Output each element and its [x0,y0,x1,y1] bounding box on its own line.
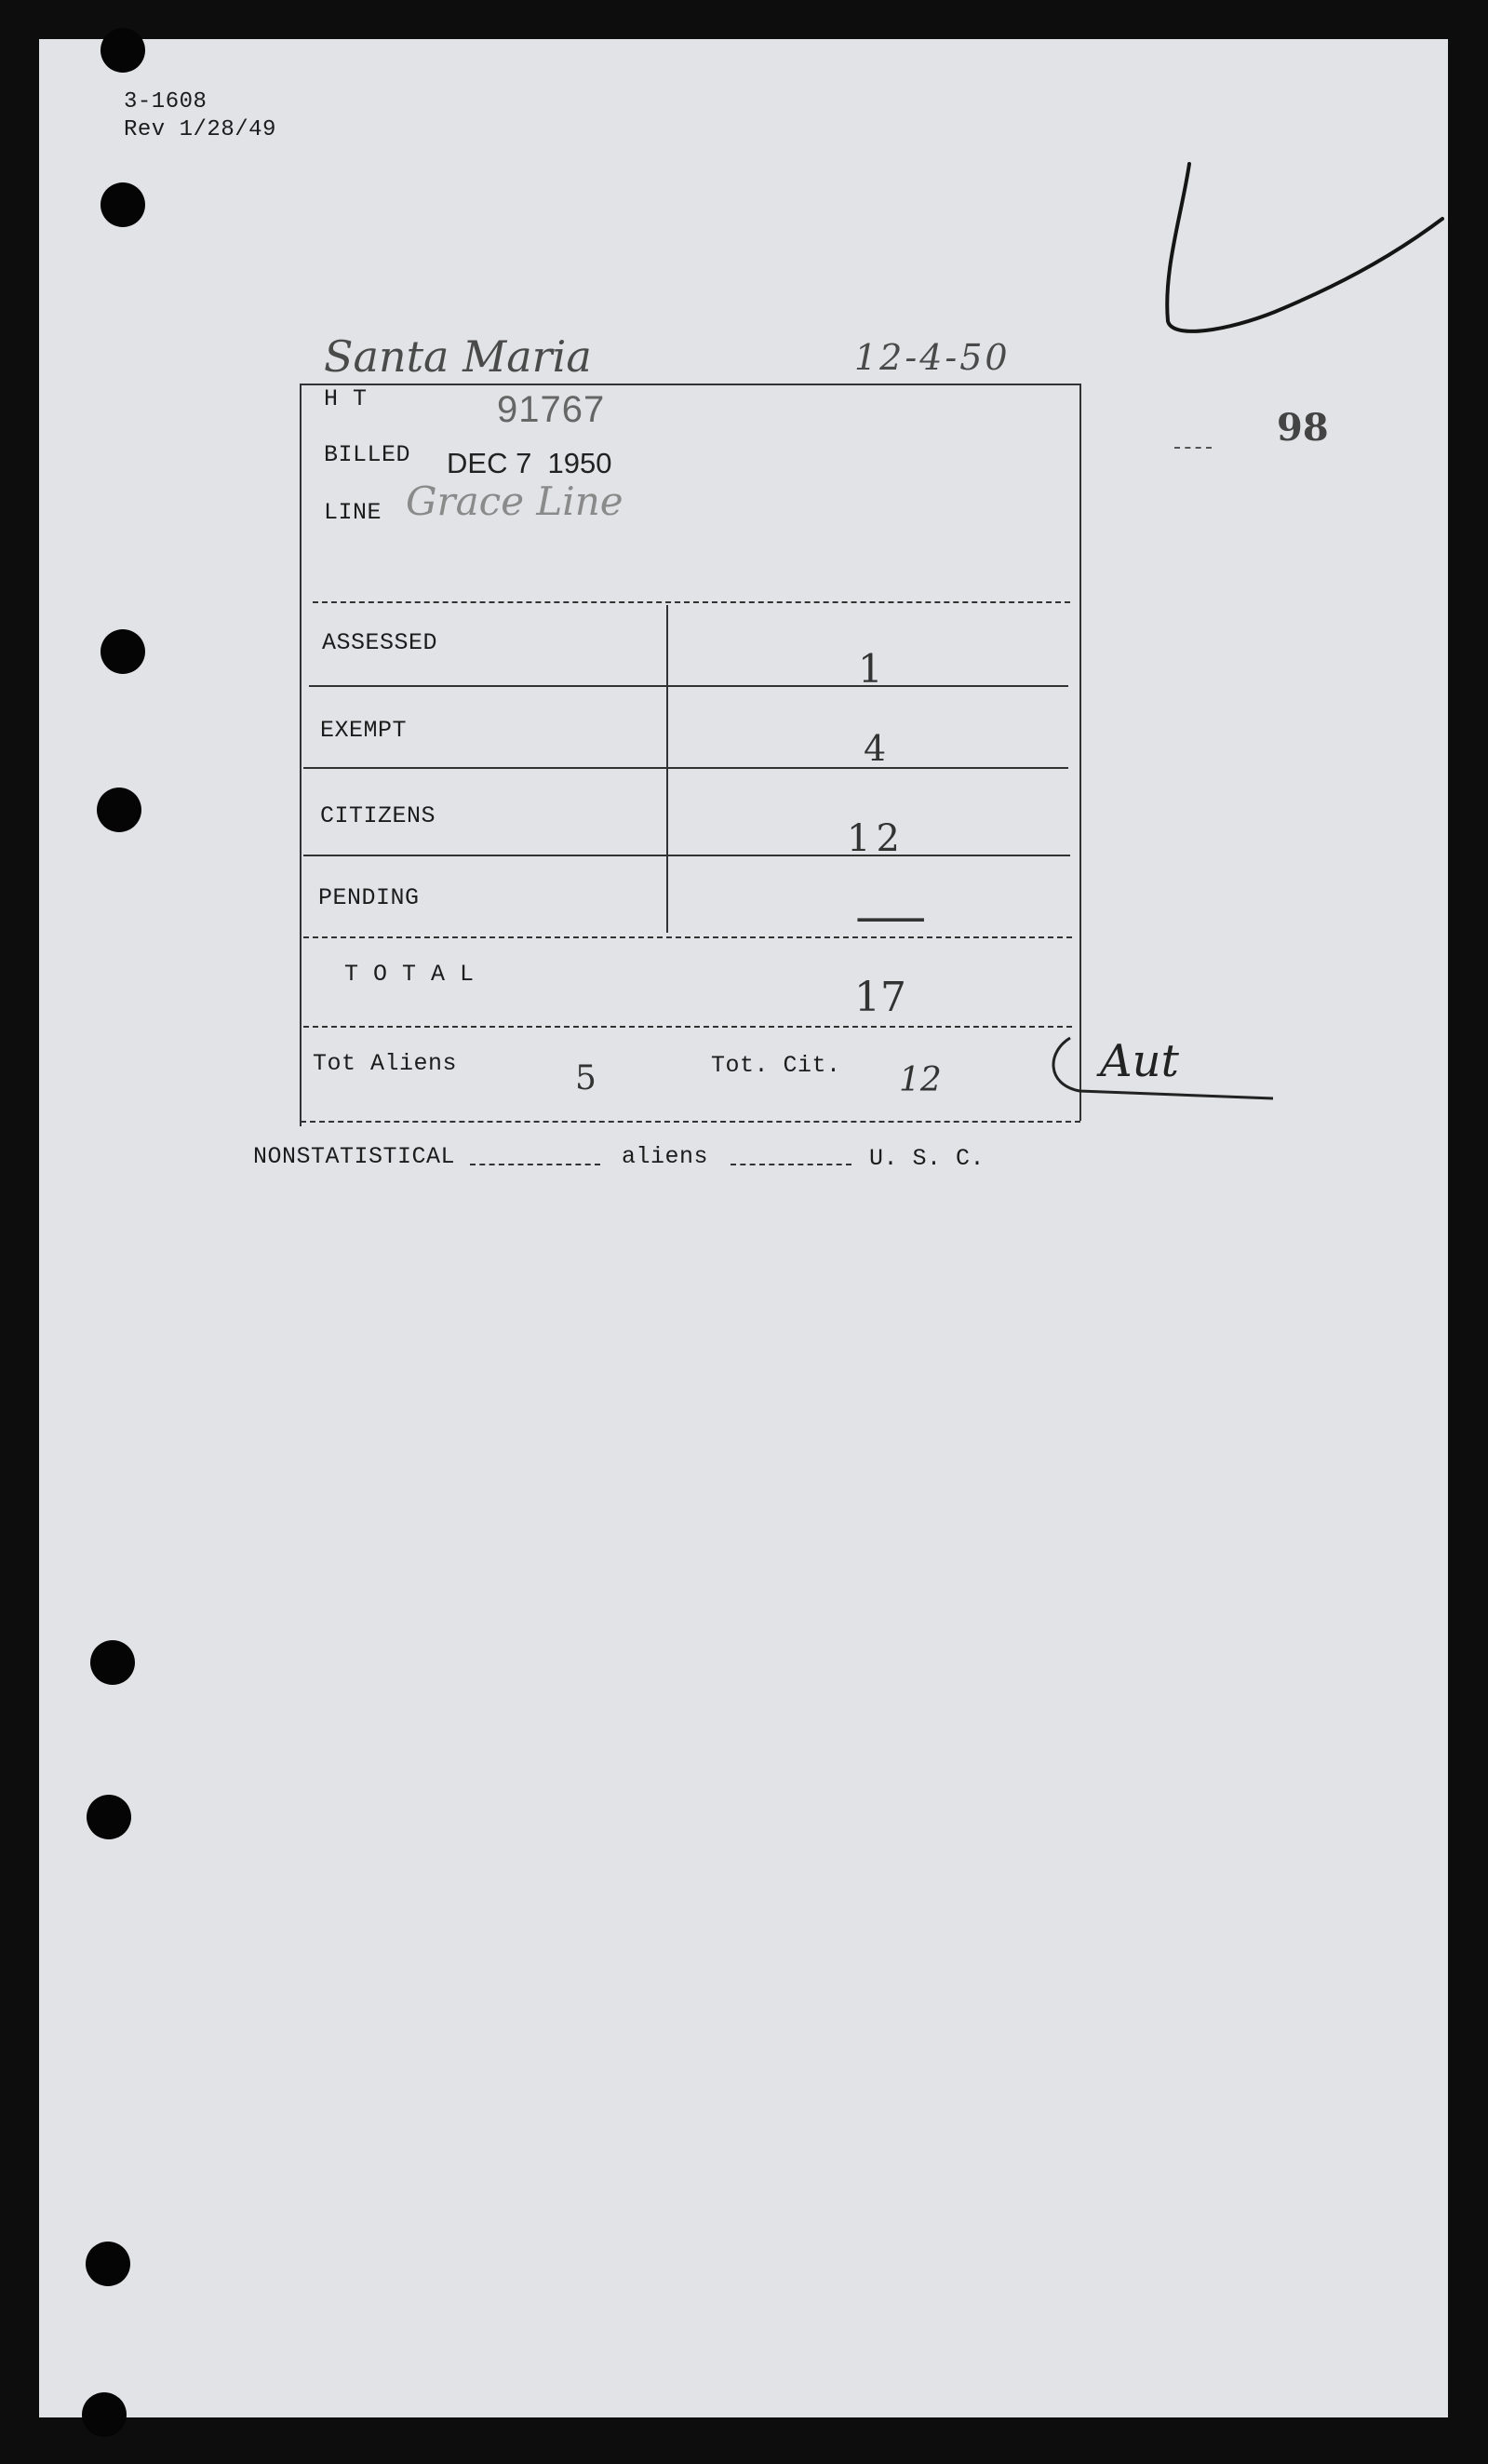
row-label-pending: PENDING [318,884,420,911]
box-right-border [1079,384,1081,1121]
punch-hole [86,2242,130,2286]
total-label: T O T A L [344,961,475,988]
box-left-border [300,384,302,1126]
check-mark-icon [1145,158,1452,344]
tot-aliens-label: Tot Aliens [313,1050,458,1077]
punch-hole [101,28,145,73]
row-value-pending: — [854,886,928,947]
handwritten-line-name: Grace Line [406,478,623,524]
page-number: 98 [1277,406,1329,450]
punch-hole [97,788,141,832]
total-value: 17 [854,974,906,1021]
punch-hole [82,2392,127,2437]
punch-hole [101,182,145,227]
row-divider [309,685,1068,687]
document-page [39,39,1448,2417]
tot-cit-label: Tot. Cit. [711,1052,841,1079]
total-divider [303,1026,1072,1028]
nonstatistical-aliens-label: aliens [622,1143,709,1170]
column-divider [666,605,668,933]
row-label-assessed: ASSESSED [322,629,438,656]
row-divider [303,767,1068,769]
nonstatistical-usc-blank [731,1164,851,1165]
tot-aliens-value: 5 [575,1059,597,1097]
punch-hole [87,1795,131,1839]
punch-hole [101,629,145,674]
nonstatistical-usc-label: U. S. C. [869,1145,985,1172]
tot-cit-value: 12 [899,1061,942,1099]
billed-label: BILLED [324,441,411,468]
handwritten-port: Santa Maria [324,331,592,382]
handwritten-date: 12-4-50 [854,337,1011,378]
row-label-citizens: CITIZENS [320,802,436,829]
ht-number: 91767 [497,389,606,430]
row-divider [303,855,1070,856]
ht-label: H T [324,385,368,412]
line-label: LINE [324,499,382,526]
form-revision: Rev 1/28/49 [124,117,276,142]
punch-hole [90,1640,135,1685]
nonstatistical-aliens-blank [470,1164,600,1165]
billed-date-stamp: DEC 7 1950 [447,447,612,479]
row-label-exempt: EXEMPT [320,717,408,744]
form-number: 3-1608 [124,89,208,114]
row-value-assessed: 1 [858,646,883,692]
box-bottom-border [301,1121,1080,1123]
row-divider [303,936,1072,938]
nonstatistical-label: NONSTATISTICAL [253,1143,456,1170]
initials-flourish-icon [1042,1033,1275,1108]
header-divider [313,601,1070,603]
page-number-dashes [1174,447,1212,449]
handwritten-initials: Aut [1100,1035,1179,1087]
box-top-border [301,384,1080,385]
row-value-exempt: 4 [864,728,887,769]
row-value-citizens: 12 [847,817,905,860]
